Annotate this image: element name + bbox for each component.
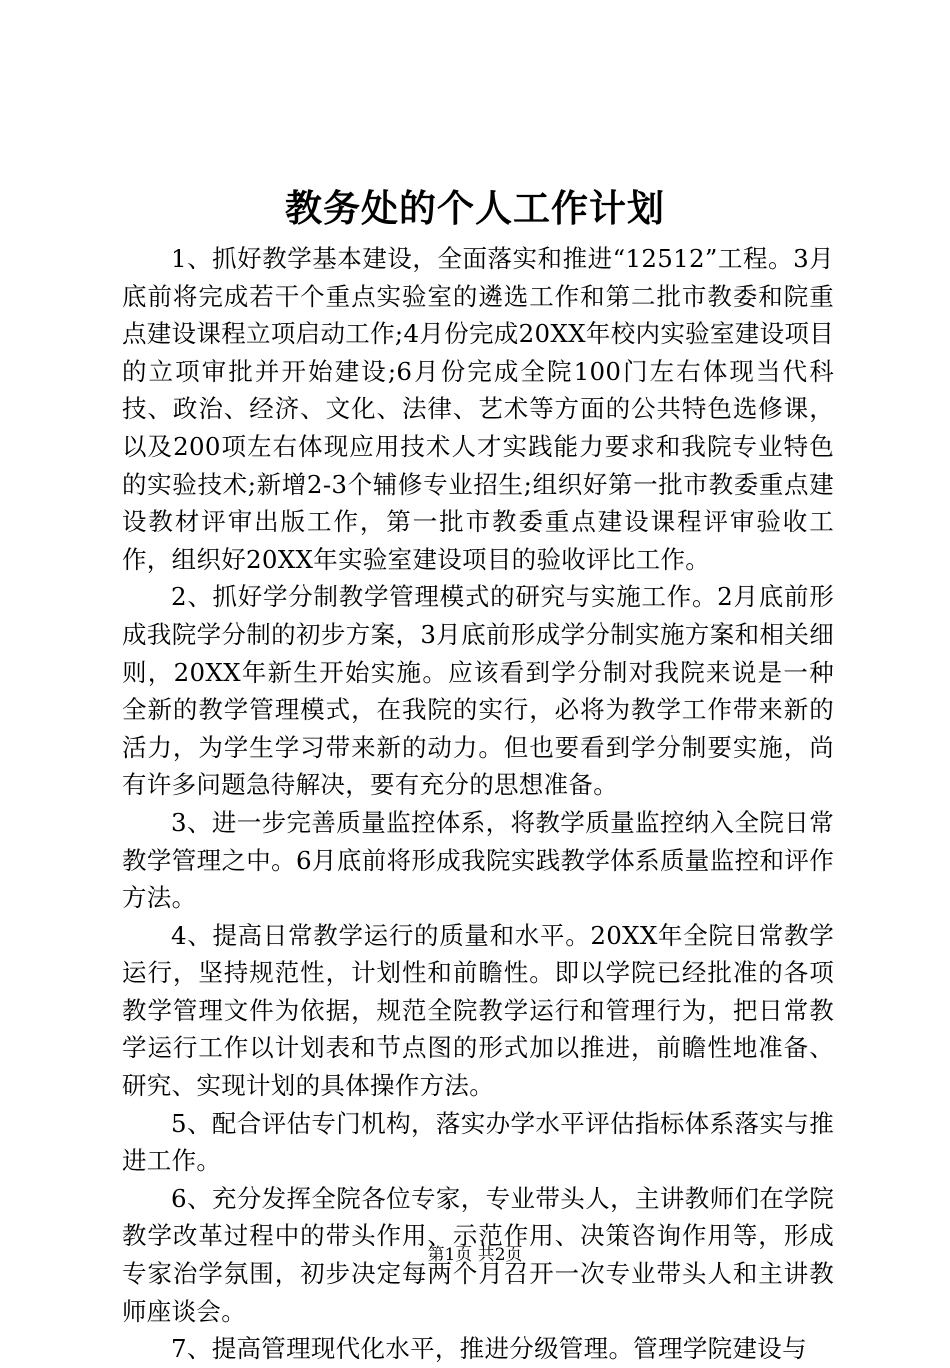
paragraph-5: 5、配合评估专门机构，落实办学水平评估指标体系落实与推进工作。: [122, 1108, 834, 1176]
page-footer: 第1页 共2页: [427, 1245, 523, 1265]
paragraph-3: 3、进一步完善质量监控体系，将教学质量监控纳入全院日常教学管理之中。6月底前将形成我院实践教学体系质量监控和评作方法。: [122, 807, 834, 913]
paragraph-1: 1、抓好教学基本建设，全面落实和推进“12512”工程。3月底前将完成若干个重点实验室的遴选工作和第二批市教委和院重点建设课程立项启动工作;4月份完成20XX年校内实验室建设项目的立项审批并开始建设;6月份完成全院100门左右体现当代科技、政治、经济、文化、法律、艺术等方面的公共特色选修课，以及200项左右体现应用技术人才实践能力要求和我院专业特色的实验技术;新增2-3个辅修专业招生;组织好第一批市教委重点建设教材评审出版工作，第一批市教委重点建设课程评审验收工作，组织好20XX年实验室建设项目的验收评比工作。: [122, 244, 834, 574]
paragraph-2: 2、抓好学分制教学管理模式的研究与实施工作。2月底前形成我院学分制的初步方案，3月底前形成学分制实施方案和相关细则，20XX年新生开始实施。应该看到学分制对我院来说是一种全新的教学管理模式，在我院的实行，必将为教学工作带来新的活力，为学生学习带来新的动力。但也要看到学分制要实施，尚有许多问题急待解决，要有充分的思想准备。: [122, 582, 834, 800]
paragraph-4: 4、提高日常教学运行的质量和水平。20XX年全院日常教学运行，坚持规范性，计划性和前瞻性。即以学院已经批准的各项教学管理文件为依据，规范全院教学运行和管理行为，把日常教学运行工作以计划表和节点图的形式加以推进，前瞻性地准备、研究、实现计划的具体操作方法。: [122, 920, 834, 1101]
paragraph-6: 6、充分发挥全院各位专家，专业带头人，主讲教师们在学院教学改革过程中的带头作用、示范作用、决策咨询作用等，形成专家治学氛围，初步决定每两个月召开一次专业带头人和主讲教师座谈会。: [122, 1183, 834, 1326]
paragraph-7: 7、提高管理现代化水平，推进分级管理。管理学院建设与: [171, 1334, 807, 1364]
document-body: [122, 240, 834, 1368]
page-title: 教务处的个人工作计划: [285, 186, 665, 230]
